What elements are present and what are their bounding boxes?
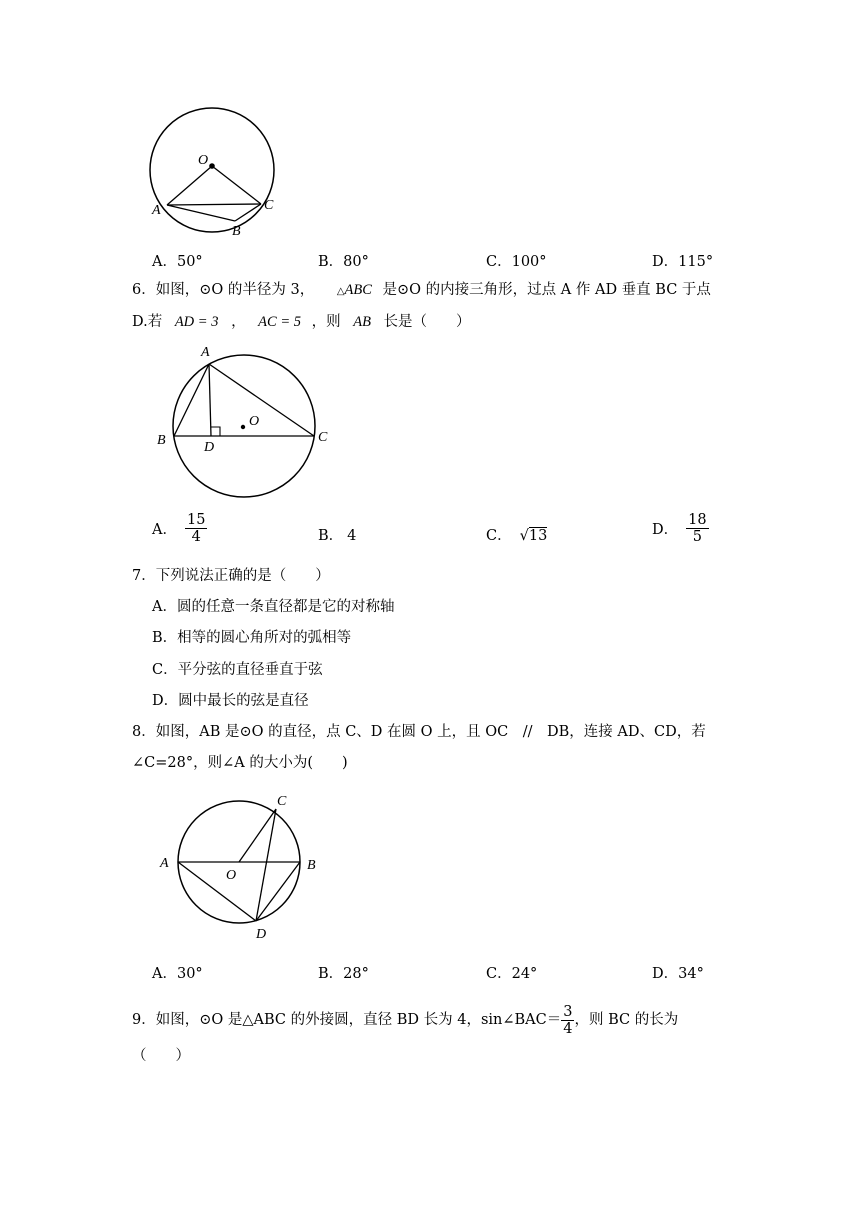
q8-option-a-value: 30° bbox=[176, 966, 203, 982]
q5-seg-OA bbox=[167, 166, 212, 205]
q6-option-c-radicand: 13 bbox=[528, 528, 548, 544]
q6-stem-line2 bbox=[132, 312, 471, 332]
q5-option-b bbox=[318, 250, 369, 271]
q8-stem-line1: 8．如图，AB 是⊙O 的直径，点 C、D 在圆 O 上，且 OC // DB，连接 AD、CD，若 bbox=[132, 724, 706, 740]
q6-figure bbox=[150, 340, 340, 500]
q6-option-a-letter: A． bbox=[152, 522, 177, 538]
q6-seg-AB bbox=[174, 364, 209, 436]
q6-sep: ， bbox=[231, 314, 246, 330]
q6-ab: AB bbox=[353, 314, 371, 330]
q6-seg-AC bbox=[209, 364, 314, 436]
q6-option-b bbox=[318, 524, 356, 545]
q8-label-A: A bbox=[160, 856, 169, 871]
q5-seg-OC bbox=[212, 166, 261, 204]
q6-seg-AD bbox=[209, 364, 211, 436]
q8-option-c-letter: C． bbox=[486, 966, 512, 982]
q8-option-b-letter: B． bbox=[318, 966, 344, 982]
q5-option-d-value: 115° bbox=[678, 254, 714, 270]
q8-option-b bbox=[318, 962, 369, 983]
q6-abc: ABC bbox=[344, 282, 372, 298]
q7-stem: 7．下列说法正确的是（ ） bbox=[132, 568, 330, 584]
q5-seg-AC bbox=[167, 204, 261, 205]
q6-stem-line1 bbox=[132, 280, 711, 302]
q7-option-a: A．圆的任意一条直径都是它的对称轴 bbox=[152, 599, 395, 615]
q6-option-b-value: 4 bbox=[347, 528, 357, 544]
q8-seg-AD bbox=[178, 862, 256, 921]
q8-figure-svg bbox=[150, 785, 330, 945]
q5-option-b-value: 80° bbox=[343, 254, 369, 270]
q8-stem-line2: ∠C=28°，则∠A 的大小为( ) bbox=[132, 755, 348, 771]
q5-option-a-letter: A． bbox=[152, 254, 177, 270]
q6-option-a-denominator: 4 bbox=[191, 529, 201, 545]
q5-option-c-letter: C． bbox=[486, 254, 512, 270]
q5-label-C: C bbox=[264, 198, 274, 213]
q8-option-d bbox=[652, 962, 704, 983]
q8-option-d-value: 34° bbox=[678, 966, 704, 982]
q6-stem-part5: 长是（ ） bbox=[383, 314, 471, 330]
q6-option-b-letter: B． bbox=[318, 528, 344, 544]
q8-seg-CD bbox=[256, 809, 276, 921]
q6-option-c bbox=[486, 524, 547, 545]
q8-label-D: D bbox=[256, 927, 267, 942]
q8-seg-DB bbox=[256, 862, 300, 921]
q6-label-A: A bbox=[201, 345, 210, 360]
q6-label-B: B bbox=[157, 433, 166, 448]
q6-option-d-fraction bbox=[686, 512, 708, 545]
q5-option-a bbox=[152, 250, 203, 271]
q6-center-dot bbox=[241, 425, 245, 429]
q6-option-d bbox=[652, 512, 709, 545]
q5-figure bbox=[140, 100, 290, 245]
q9-stem-line2: （ ） bbox=[132, 1048, 190, 1064]
q8-option-c-value: 24° bbox=[511, 966, 538, 982]
q6-right-angle-mark bbox=[211, 427, 220, 436]
q6-option-a bbox=[152, 512, 207, 545]
q7-option-b: B．相等的圆心角所对的弧相等 bbox=[152, 630, 352, 646]
q6-label-C: C bbox=[318, 430, 328, 445]
q5-label-O: O bbox=[198, 153, 209, 168]
q6-triangle-symbol: △ bbox=[336, 286, 345, 297]
q6-figure-svg bbox=[150, 340, 340, 500]
q9-fraction bbox=[561, 1004, 574, 1037]
q8-label-O: O bbox=[226, 868, 237, 883]
q5-label-A: A bbox=[152, 203, 161, 218]
q5-seg-AB bbox=[167, 205, 235, 221]
q6-stem-part1: 6．如图，⊙O 的半径为 3， bbox=[132, 282, 315, 298]
q6-label-D: D bbox=[204, 440, 215, 455]
q6-stem-part3: D.若 bbox=[132, 314, 163, 330]
q5-option-d-letter: D． bbox=[652, 254, 679, 270]
q6-stem-part2: 是⊙O 的内接三角形，过点 A 作 AD 垂直 BC 于点 bbox=[382, 282, 711, 298]
q8-figure bbox=[150, 785, 330, 945]
q5-figure-svg bbox=[140, 100, 290, 245]
q6-option-d-denominator: 5 bbox=[692, 529, 702, 545]
q5-center-dot bbox=[209, 163, 215, 169]
q8-label-C: C bbox=[277, 794, 287, 809]
q6-option-c-sqrt: √ bbox=[519, 528, 529, 544]
q9-fraction-denominator: 4 bbox=[563, 1020, 573, 1037]
q6-stem-part4: ，则 bbox=[311, 314, 341, 330]
q5-option-b-letter: B． bbox=[318, 254, 344, 270]
q5-option-a-value: 50° bbox=[176, 254, 203, 270]
q9-stem-part1: 9．如图，⊙O 是△ABC 的外接圆，直径 BD 长为 4，sin∠BAC＝ bbox=[132, 1012, 562, 1028]
q9-fraction-numerator: 3 bbox=[563, 1003, 573, 1020]
q5-option-c-value: 100° bbox=[511, 254, 547, 270]
q8-label-B: B bbox=[307, 858, 316, 873]
q8-option-c bbox=[486, 962, 537, 983]
q6-option-d-numerator: 18 bbox=[688, 512, 707, 528]
q7-option-c: C．平分弦的直径垂直于弦 bbox=[152, 662, 323, 678]
q9-stem-part2: ，则 BC 的长为 bbox=[574, 1012, 679, 1028]
q6-option-a-numerator: 15 bbox=[186, 512, 206, 528]
q8-option-d-letter: D． bbox=[652, 966, 679, 982]
q6-option-a-fraction bbox=[185, 512, 207, 545]
q5-label-B: B bbox=[232, 224, 241, 239]
q5-option-d bbox=[652, 250, 713, 271]
q6-label-O: O bbox=[249, 414, 260, 429]
q6-ad-eq: AD = 3 bbox=[174, 314, 219, 330]
q8-option-a-letter: A． bbox=[152, 966, 177, 982]
q8-option-b-value: 28° bbox=[343, 966, 369, 982]
q8-seg-OC bbox=[239, 809, 276, 862]
q5-circle bbox=[150, 108, 274, 232]
q6-ac-eq: AC = 5 bbox=[258, 314, 301, 330]
q6-option-c-letter: C． bbox=[486, 528, 512, 544]
q9-stem-line1 bbox=[132, 1000, 678, 1040]
q8-option-a bbox=[152, 962, 203, 983]
q5-option-c bbox=[486, 250, 547, 271]
q7-option-d: D．圆中最长的弦是直径 bbox=[152, 693, 309, 709]
q6-option-d-letter: D． bbox=[652, 522, 679, 538]
